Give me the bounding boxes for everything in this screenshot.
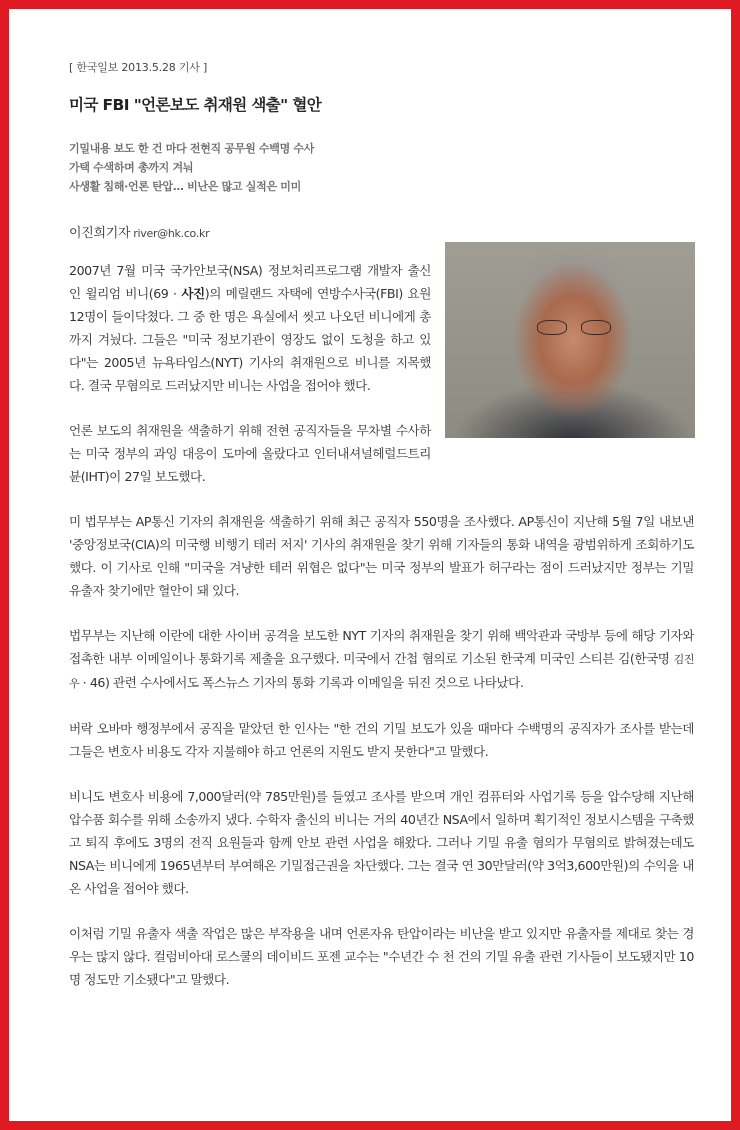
paragraph-2: 언론 보도의 취재원을 색출하기 위해 전현 공직자들을 무차별 수사하는 미국 정부의 과잉 대응이 도마에 올랐다고 인터내셔널헤럴드트리뷴(IHT)이 27일 보도했다. (69, 423, 431, 484)
headline: 미국 FBI "언론보도 취재원 색출" 혈안 (69, 96, 322, 114)
byline (69, 222, 694, 241)
subhead-1: 기밀내용 보도 한 건 마다 전현직 공무원 수백명 수사 (69, 142, 315, 155)
paragraph-4-text-a: 법무부는 지난해 이란에 대한 사이버 공격을 보도한 NYT 기자의 취재원을 찾기 위해 백악관과 국방부 등에 해당 기자와 접촉한 내부 이메일이나 통화기록 제출을 요구했다. 미국에서 간첩 혐의로 기소된 한국계 미국인 스티븐 김(한국명 (69, 628, 694, 666)
paragraph-4 (69, 624, 694, 695)
paragraph-5: 버락 오바마 행정부에서 공직을 맡았던 한 인사는 "한 건의 기밀 보도가 있을 때마다 수백명의 공직자가 조사를 받는데 그들은 변호사 비용도 각자 지불해야 하고 언론의 지원도 받지 못한다"고 말했다. (69, 721, 694, 759)
paragraph-1-text-b: )의 메릴랜드 자택에 연방수사국(FBI) 요원 12명이 들이닥쳤다. 그 중 한 명은 욕실에서 씻고 나오던 비니에게 총까지 겨눴다. 그들은 "미국 정보기관이 영장도 없이 도청을 하고 있다"는 2005년 뉴욕타임스(NYT) 기사의 취재원으로 비니를 지목했다. 결국 무혐의로 드러났지만 비니는 사업을 접어야 했다. (69, 286, 431, 393)
glasses-shape (537, 320, 611, 334)
photo-label: 사진 (181, 286, 205, 301)
byline-email[interactable]: river@hk.co.kr (133, 227, 210, 240)
paragraph-1-text-a: 2007년 7월 미국 국가안보국(NSA) 정보처리프로그램 개발자 출신인 윌리엄 비니(69 · (69, 263, 431, 301)
portrait-photo (445, 242, 695, 438)
paragraph-3: 미 법무부는 AP통신 기자의 취재원을 색출하기 위해 최근 공직자 550명을 조사했다. AP통신이 지난해 5월 7일 내보낸 '중앙정보국(CIA)의 미국행 비행기 테러 저지' 기사의 취재원을 찾기 위해 기자들의 통화 내역을 광범위하게 조회하기도 했다. 이 기사로 인해 "미국을 겨냥한 테러 위협은 없다"는 미국 정부의 발표가 허구라는 점이 드러났지만 정부는 기밀 유출자 찾기에만 혈안이 돼 있다. (69, 514, 694, 598)
paragraph-6: 비니도 변호사 비용에 7,000달러(약 785만원)를 들였고 조사를 받으며 개인 컴퓨터와 사업기록 등을 압수당해 지난해 압수품 회수를 위해 소송까지 냈다. 수학자 출신의 비니는 거의 40년간 NSA에서 일하며 획기적인 정보시스템을 구축했고 퇴직 후에도 3명의 전직 요원들과 함께 안보 관련 사업을 해왔다. 그러나 기밀 유출 혐의가 무혐의로 밝혀졌는데도 NSA는 비니에게 1965년부터 부여해온 기밀접근권을 차단했다. 그는 결국 연 30만달러(약 3억3,600만원)의 수익을 내온 사업을 접어야 했다. (69, 789, 694, 896)
subhead-3: 사생활 침해·언론 탄압… 비난은 많고 실적은 미미 (69, 180, 301, 193)
subhead-2: 가택 수색하며 총까지 겨눠 (69, 161, 194, 174)
paragraph-4-text-b: · 46) 관련 수사에서도 폭스뉴스 기자의 통화 기록과 이메일을 뒤진 것으로 나타났다. (79, 675, 524, 690)
source-line: [ 한국일보 2013.5.28 기사 ] (69, 61, 208, 74)
paragraph-1 (69, 259, 431, 397)
article (69, 59, 694, 1013)
byline-name: 이진희기자 (69, 226, 131, 241)
subheads (69, 139, 694, 196)
korean-name: 김진우 (69, 653, 694, 690)
paragraph-7: 이처럼 기밀 유출자 색출 작업은 많은 부작용을 내며 언론자유 탄압이라는 비난을 받고 있지만 유출자를 제대로 찾는 경우는 많지 않다. 컬럼비아대 로스쿨의 데이비드 포젠 교수는 "수년간 수 천 건의 기밀 유출 관련 기사들이 보도됐지만 10명 정도만 기소됐다"고 말했다. (69, 926, 694, 987)
